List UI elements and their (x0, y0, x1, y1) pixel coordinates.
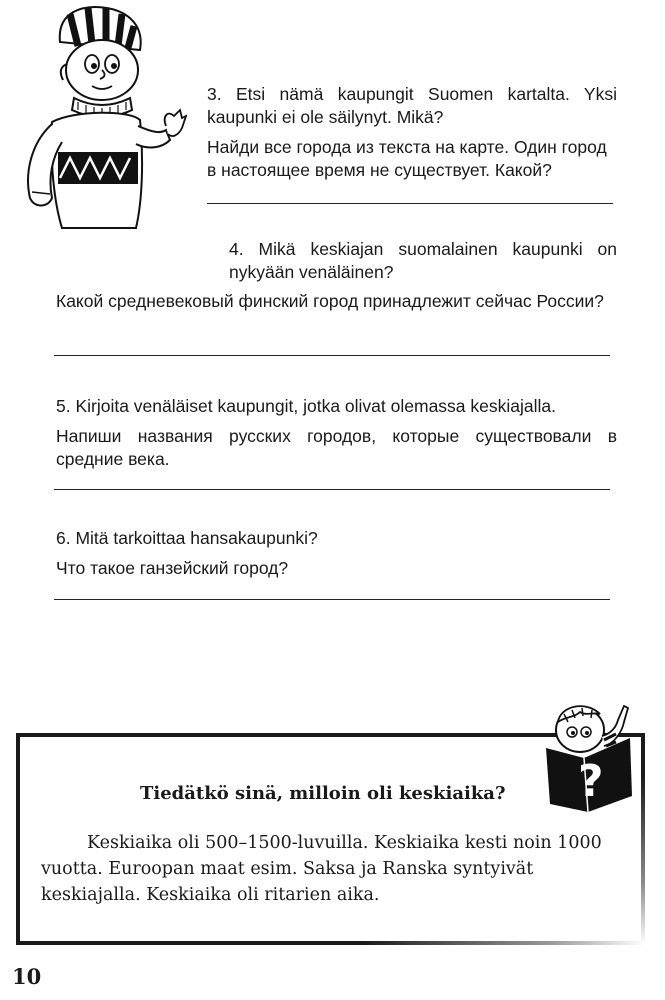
question-3 (207, 83, 617, 182)
reading-boy-question-icon (540, 700, 640, 815)
question-5 (56, 395, 617, 471)
info-box-right-edge (641, 733, 645, 945)
question-4-russian: Какой средневековый финский город принадлежит сейчас России? (56, 291, 604, 311)
question-4-russian-block (56, 290, 617, 313)
question-6-finnish: 6. Mitä tarkoittaa hansakaupunki? (56, 528, 318, 548)
question-5-finnish: 5. Kirjoita venäläiset kaupungit, jotka olivat olemassa keskiajalla. (56, 396, 556, 416)
info-box-title: Tiedätkö sinä, milloin oli keskiaika? (140, 783, 506, 804)
question-4-finnish-block (229, 238, 617, 284)
page-number: 10 (12, 964, 42, 989)
question-3-finnish: 3. Etsi nämä kaupungit Suomen kartalta. Yksi kaupunki ei ole säilynyt. Mikä? (207, 84, 617, 127)
info-box-paragraph: Keskiaika oli 500–1500-luvuilla. Keskiaika kesti noin 1000 vuotta. Euroopan maat esim. Saksa ja Ranska syntyivät keskiajalla. Keskiaika oli ritarien aika. (41, 833, 602, 905)
boy-illustration (12, 2, 187, 234)
question-3-russian: Найди все города из текста на карте. Один город в настоящее время не существует. Какой? (207, 137, 607, 180)
question-5-russian: Напиши названия русских городов, которые существовали в средние века. (56, 426, 617, 469)
info-box-text (41, 830, 621, 908)
svg-text:?: ? (578, 756, 604, 807)
question-6-russian: Что такое ганзейский город? (56, 558, 289, 578)
info-box-bottom-edge (16, 941, 645, 945)
answer-line-5[interactable] (54, 489, 610, 490)
answer-line-3[interactable] (207, 203, 613, 204)
question-4-finnish: 4. Mikä keskiajan suomalainen kaupunki on nykyään venäläinen? (229, 239, 617, 282)
answer-line-6[interactable] (54, 599, 610, 600)
answer-line-4[interactable] (54, 355, 610, 356)
question-6 (56, 527, 617, 580)
